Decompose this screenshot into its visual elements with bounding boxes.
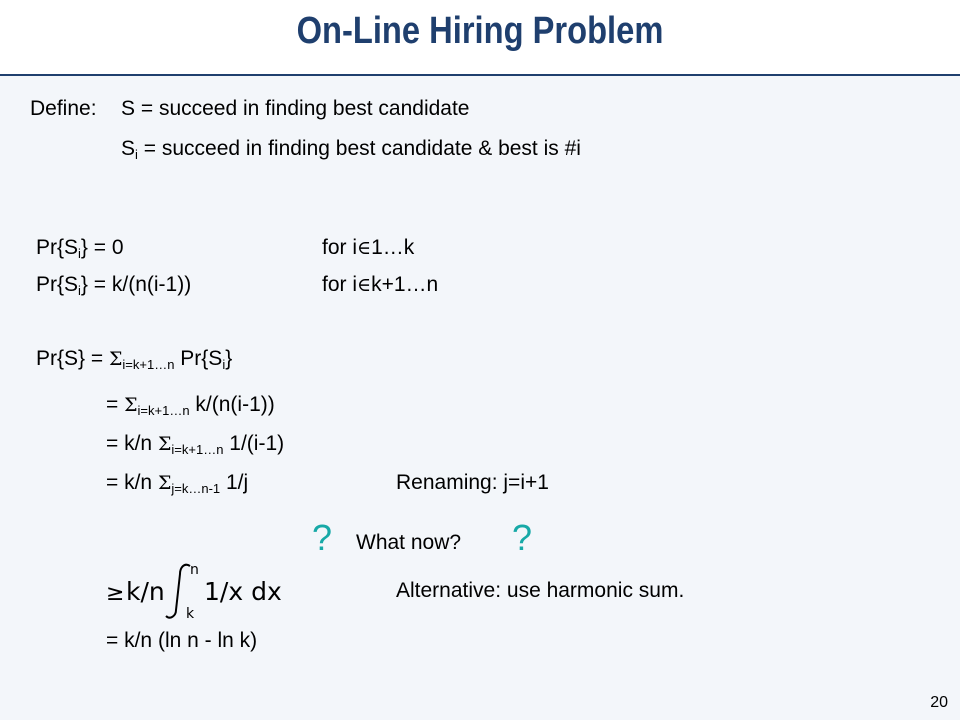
define-label: Define:: [30, 97, 97, 120]
define-line-1: S = succeed in finding best candidate: [121, 97, 470, 120]
derivation-line-4: = k/n $\Sigma_{j=k\dots n-1}$ 1/j: [106, 471, 249, 496]
prob-condition-1: for i∈1…k: [322, 236, 415, 259]
derivation-line-1: $Pr\{S\} = \Sigma_{i=k+1\dots n}$ $Pr\{S_i\}$: [36, 347, 233, 372]
page-number: 20: [930, 694, 948, 711]
question-mark-right: ?: [512, 517, 533, 558]
alternative-note: Alternative: use harmonic sum.: [396, 579, 685, 602]
derivation-line-3: = k/n $\Sigma_{i=k+1\dots n}$ 1/(i-1): [106, 432, 285, 457]
final-result: = k/n (ln n - ln k): [106, 629, 258, 652]
integral-lower-limit: k: [186, 606, 195, 622]
integral-coefficient: k/n: [126, 577, 165, 606]
question-mark-left: ?: [312, 517, 333, 558]
prob-line-1: $Pr\{S_i\} = 0$: [36, 236, 124, 261]
integral-expression: [104, 558, 294, 628]
renaming-note: Renaming: j=i+1: [396, 471, 549, 494]
prob-line-2: $Pr\{S_i\} = k/(n(i-1))$: [36, 273, 192, 298]
slide-title: On-Line Hiring Problem: [296, 10, 664, 52]
prob-condition-2: for i∈k+1…n: [322, 273, 439, 296]
what-now-text: What now?: [356, 531, 462, 554]
derivation-line-2: = $\Sigma_{i=k+1\dots n}$ k/(n(i-1)): [106, 393, 275, 418]
integrand: 1/x dx: [204, 577, 282, 606]
define-line-2: $S_i$ = succeed in finding best candidate & best is #i: [121, 137, 581, 162]
geq-symbol: ≥: [106, 581, 125, 606]
integral-upper-limit: n: [190, 562, 199, 578]
